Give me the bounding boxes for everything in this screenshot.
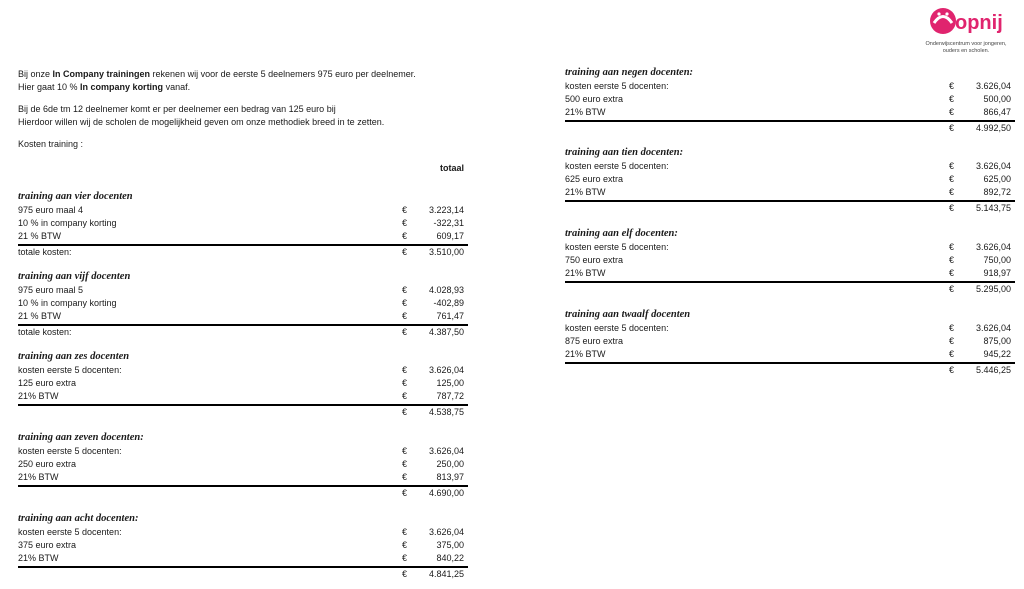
currency-symbol: €: [949, 242, 955, 252]
price-block-title: training aan zes docenten: [18, 351, 130, 362]
currency-symbol: €: [949, 122, 955, 133]
price-block-title: training aan zeven docenten:: [18, 432, 144, 443]
cost-row: [18, 552, 468, 567]
cost-row: [565, 106, 1015, 121]
currency-symbol: €: [402, 285, 408, 295]
currency-symbol: €: [402, 487, 408, 498]
currency-symbol: €: [402, 311, 408, 322]
intro-text: [18, 68, 498, 151]
price-block: [18, 270, 468, 339]
total-row: [565, 283, 1015, 296]
cost-label: totale kosten:: [18, 326, 72, 337]
total-row: [565, 122, 1015, 135]
cost-label: 975 euro maal 4: [18, 205, 84, 215]
currency-symbol: €: [949, 283, 955, 294]
currency-symbol: €: [402, 459, 408, 470]
currency-symbol: €: [402, 326, 408, 337]
cost-amount: 875,00: [983, 336, 1011, 347]
cost-amount: 3.223,14: [428, 205, 464, 215]
cost-amount: 625,00: [983, 174, 1011, 185]
cost-amount: 945,22: [983, 349, 1011, 360]
price-block-title: training aan negen docenten:: [565, 67, 694, 78]
cost-row: [18, 526, 468, 539]
cost-label: kosten eerste 5 docenten:: [18, 446, 122, 456]
cost-amount: 5.143,75: [975, 202, 1011, 213]
total-row: [18, 326, 468, 339]
cost-amount: -322,31: [433, 218, 464, 229]
cost-row: [565, 241, 1015, 254]
cost-label: 21% BTW: [18, 391, 59, 402]
cost-label: kosten eerste 5 docenten:: [565, 323, 669, 333]
cost-amount: 5.295,00: [975, 283, 1011, 294]
currency-symbol: €: [949, 202, 955, 213]
price-block: [565, 227, 1015, 296]
cost-row: [18, 458, 468, 471]
total-row: [18, 568, 468, 581]
cost-amount: 3.626,04: [975, 323, 1011, 333]
total-row: [18, 487, 468, 500]
cost-row: [565, 173, 1015, 186]
cost-label: 750 euro extra: [565, 255, 624, 266]
cost-amount: 4.841,25: [428, 568, 464, 579]
currency-symbol: €: [402, 553, 408, 564]
cost-label: 21% BTW: [18, 472, 59, 483]
intro-line-3: Bij de 6de tm 12 deelnemer komt er per deelnemer een bedrag van 125 euro bij: [18, 104, 336, 114]
cost-row: [565, 322, 1015, 335]
cost-row: [18, 284, 468, 297]
currency-symbol: €: [949, 268, 955, 279]
cost-row: [18, 390, 468, 405]
cost-row: [565, 348, 1015, 363]
cost-amount: 3.626,04: [428, 446, 464, 456]
cost-amount: 4.992,50: [975, 122, 1011, 133]
currency-symbol: €: [949, 323, 955, 333]
cost-amount: 918,97: [983, 268, 1011, 279]
cost-label: 21% BTW: [565, 187, 606, 198]
currency-symbol: €: [402, 205, 408, 215]
cost-row: [18, 217, 468, 230]
cost-amount: -402,89: [433, 298, 464, 309]
price-block: [18, 512, 468, 581]
currency-symbol: €: [402, 246, 408, 257]
currency-symbol: €: [402, 218, 408, 229]
cost-amount: 866,47: [983, 107, 1011, 118]
currency-symbol: €: [402, 378, 408, 389]
cost-amount: 125,00: [436, 378, 464, 389]
cost-label: 250 euro extra: [18, 459, 77, 470]
price-block: [565, 146, 1015, 215]
cost-amount: 609,17: [436, 231, 464, 242]
cost-row: [565, 93, 1015, 106]
cost-label: 21% BTW: [565, 349, 606, 360]
cost-row: [565, 80, 1015, 93]
logo-tagline: Onderwijscentrum voor jongeren, ouders en scholen.: [925, 41, 1007, 54]
currency-symbol: €: [402, 298, 408, 309]
cost-row: [18, 297, 468, 310]
cost-label: 21% BTW: [565, 107, 606, 118]
cost-amount: 500,00: [983, 94, 1011, 105]
cost-row: [18, 310, 468, 325]
cost-row: [565, 186, 1015, 201]
cost-label: 625 euro extra: [565, 174, 624, 185]
total-column-header: totaal: [440, 163, 465, 173]
cost-label: 21% BTW: [565, 268, 606, 279]
cost-label: 975 euro maal 5: [18, 285, 84, 295]
price-block: [565, 308, 1015, 377]
intro-line-2: Hier gaat 10 % In company korting vanaf.: [18, 82, 191, 92]
cost-row: [18, 204, 468, 217]
cost-label: 125 euro extra: [18, 378, 77, 389]
total-row: [18, 406, 468, 419]
cost-label: kosten eerste 5 docenten:: [565, 242, 669, 252]
price-block-title: training aan twaalf docenten: [565, 309, 691, 320]
cost-amount: 250,00: [436, 459, 464, 470]
currency-symbol: €: [949, 161, 955, 171]
price-block-title: training aan acht docenten:: [18, 513, 139, 524]
price-block: [565, 66, 1015, 135]
cost-amount: 3.626,04: [975, 161, 1011, 171]
cost-label: kosten eerste 5 docenten:: [18, 527, 122, 537]
opnij-logo-mark: [926, 2, 1006, 42]
cost-amount: 4.387,50: [428, 326, 464, 337]
cost-amount: 840,22: [436, 553, 464, 564]
cost-row: [565, 254, 1015, 267]
currency-symbol: €: [402, 527, 408, 537]
currency-symbol: €: [402, 472, 408, 483]
cost-amount: 750,00: [983, 255, 1011, 266]
currency-symbol: €: [949, 174, 955, 185]
cost-amount: 892,72: [983, 187, 1011, 198]
currency-symbol: €: [402, 540, 408, 551]
currency-symbol: €: [949, 336, 955, 347]
cost-amount: 761,47: [436, 311, 464, 322]
logo-wordmark: opnij: [955, 12, 1003, 34]
cost-label: 21% BTW: [18, 553, 59, 564]
cost-amount: 375,00: [436, 540, 464, 551]
intro-line-1: Bij onze In Company trainingen rekenen wij voor de eerste 5 deelnemers 975 euro per deelnemer.: [18, 69, 416, 79]
price-block-title: training aan vijf docenten: [18, 271, 131, 282]
cost-label: 21 % BTW: [18, 231, 62, 242]
price-block-title: training aan vier docenten: [18, 191, 133, 202]
currency-symbol: €: [402, 446, 408, 456]
cost-amount: 3.626,04: [975, 81, 1011, 91]
total-row: [18, 246, 468, 259]
currency-symbol: €: [949, 187, 955, 198]
price-block-title: training aan elf docenten:: [565, 228, 678, 239]
cost-row: [18, 230, 468, 245]
currency-symbol: €: [949, 107, 955, 118]
opnij-logo: [920, 2, 1012, 58]
cost-row: [18, 377, 468, 390]
cost-amount: 3.510,00: [428, 246, 464, 257]
price-block-title: training aan tien docenten:: [565, 147, 684, 158]
cost-label: kosten eerste 5 docenten:: [565, 161, 669, 171]
currency-symbol: €: [402, 391, 408, 402]
currency-symbol: €: [402, 406, 408, 417]
cost-row: [18, 364, 468, 377]
cost-label: 375 euro extra: [18, 540, 77, 551]
cost-label: 10 % in company korting: [18, 218, 117, 229]
cost-label: 875 euro extra: [565, 336, 624, 347]
cost-label: kosten eerste 5 docenten:: [565, 81, 669, 91]
currency-symbol: €: [949, 255, 955, 266]
price-block: [18, 431, 468, 500]
price-block: [18, 190, 468, 259]
cost-row: [18, 471, 468, 486]
currency-symbol: €: [402, 231, 408, 242]
total-row: [565, 202, 1015, 215]
intro-line-4: Hierdoor willen wij de scholen de mogelijkheid geven om onze methodiek breed in te zetten.: [18, 117, 385, 127]
currency-symbol: €: [402, 365, 408, 375]
currency-symbol: €: [949, 94, 955, 105]
cost-amount: 4.690,00: [428, 487, 464, 498]
currency-symbol: €: [402, 568, 408, 579]
cost-label: 500 euro extra: [565, 94, 624, 105]
cost-row: [565, 335, 1015, 348]
cost-label: 10 % in company korting: [18, 298, 117, 309]
cost-row: [565, 160, 1015, 173]
intro-line-5: Kosten training :: [18, 139, 84, 149]
cost-label: 21 % BTW: [18, 311, 62, 322]
currency-symbol: €: [949, 81, 955, 91]
cost-amount: 4.538,75: [428, 406, 464, 417]
cost-amount: 4.028,93: [428, 285, 464, 295]
cost-amount: 787,72: [436, 391, 464, 402]
price-block: [18, 350, 468, 419]
cost-row: [18, 539, 468, 552]
cost-amount: 813,97: [436, 472, 464, 483]
cost-label: totale kosten:: [18, 246, 72, 257]
currency-symbol: €: [949, 349, 955, 360]
total-row: [565, 364, 1015, 377]
cost-amount: 3.626,04: [428, 527, 464, 537]
cost-label: kosten eerste 5 docenten:: [18, 365, 122, 375]
cost-amount: 3.626,04: [975, 242, 1011, 252]
cost-amount: 5.446,25: [975, 364, 1011, 375]
cost-row: [565, 267, 1015, 282]
currency-symbol: €: [949, 364, 955, 375]
cost-amount: 3.626,04: [428, 365, 464, 375]
cost-row: [18, 445, 468, 458]
